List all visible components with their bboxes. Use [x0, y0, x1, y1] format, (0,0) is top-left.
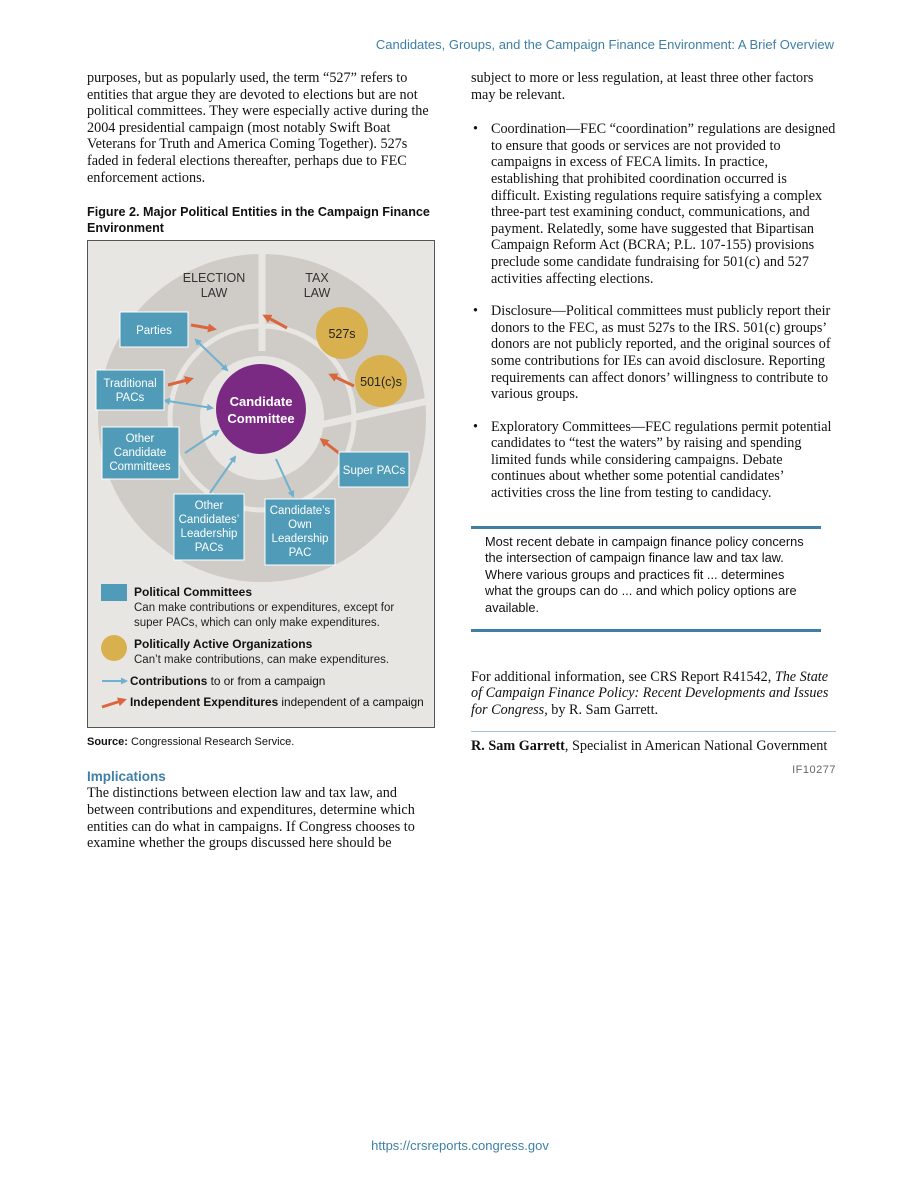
footer-url-link[interactable]: https://crsreports.congress.gov [371, 1138, 549, 1153]
parties-label: Parties [136, 325, 172, 338]
candidate-committee-circle [216, 364, 306, 454]
own-leadership-label-3: Leadership [271, 533, 329, 546]
legend-committee-swatch [101, 584, 127, 601]
implications-paragraph: The distinctions between election law and tax law, and between contributions and expenditures, determine which entities can do what in campaigns. If Congress chooses to examine whether the groups discussed here should be [87, 785, 415, 852]
additional-info-pre: For additional information, see CRS Report R41542, [471, 668, 775, 685]
527s-label: 527s [328, 327, 356, 342]
legend-ie-bold: Independent Expenditures [130, 695, 279, 710]
author-role: , Specialist in American National Government [564, 738, 828, 755]
own-leadership-label-1: Candidate’s [269, 505, 331, 518]
other-committees-label-1: Other [125, 433, 155, 446]
additional-info-post: , by R. Sam Garrett. [544, 701, 659, 718]
501c-label: 501(c)s [360, 375, 402, 390]
intro-paragraph: purposes, but as popularly used, the term “527” refers to entities that argue they are devoted to elections but are not political committees. They were especially active during the 2004 presidential campaign (most notably Swift Boat Veterans for Truth and America Coming Together). 527s faded in federal elections thereafter, perhaps due to FEC enforcement actions. [87, 70, 429, 186]
list-item-exploratory-committees: • Exploratory Committees—FEC regulations permit potential candidates to “test the waters” by raising and spending limited funds while considering campaigns. Debate continues about whether some potential candidates’ activities cross the line from testing to candidacy. [471, 419, 836, 502]
other-leadership-label-2: Candidates’ [178, 514, 240, 527]
traditional-pacs-label-1: Traditional [103, 378, 157, 391]
tax-law-label-2: LAW [303, 286, 331, 301]
legend-contrib-rest: to or from a campaign [207, 674, 326, 689]
additional-info [471, 669, 836, 719]
other-leadership-label-3: Leadership [180, 528, 238, 541]
other-leadership-label-4: PACs [194, 542, 224, 555]
other-committees-label-3: Committees [109, 461, 171, 474]
author-name: R. Sam Garrett [471, 738, 565, 755]
figure-source [87, 734, 441, 751]
legend-pc-desc-1: Can make contributions or expenditures, except for [134, 602, 395, 615]
legend-contrib-bold: Contributions [130, 674, 208, 689]
other-leadership-label-1: Other [194, 500, 224, 513]
legend-organization-swatch [101, 635, 127, 661]
legend-ie-rest: independent of a campaign [278, 695, 424, 710]
legend-pao-desc: Can’t make contributions, can make expenditures. [134, 654, 390, 667]
legend-pc-desc-2: super PACs, which can only make expenditures. [134, 617, 380, 630]
own-leadership-label-2: Own [288, 519, 312, 532]
running-header: Candidates, Groups, and the Campaign Finance Environment: A Brief Overview [375, 37, 834, 52]
tax-law-label-1: TAX [305, 271, 329, 286]
election-law-label-2: LAW [200, 286, 228, 301]
right-intro-paragraph: subject to more or less regulation, at least three other factors may be relevant. [471, 70, 814, 103]
other-committees-label-2: Candidate [113, 447, 167, 460]
list-item-disclosure: • Disclosure—Political committees must publicly report their donors to the FEC, as must 527s to the IRS. 501(c) groups’ donors are not publicly reported, and the original sources of some contributions for IEs can avoid disclosure. Reporting requirements can affect donors’ willingness to contribute to various groups. [471, 303, 836, 403]
implications-heading: Implications [87, 768, 166, 784]
super-pacs-label: Super PACs [342, 465, 406, 478]
candidate-committee-label-1: Candidate [229, 394, 293, 410]
pull-quote: Most recent debate in campaign finance policy concerns the intersection of campaign finance law and tax law. Where various groups and practices fit ... determines what the groups can do ... and which policy options are available. [471, 526, 821, 632]
list-item-coordination: • Coordination—FEC “coordination” regulations are designed to ensure that goods or services are not provided to campaigns in excess of FECA limits. In practice, establishing that prohibited coordination occurred is difficult. Existing regulations require satisfying a complex three-part test examining conduct, communications, and payment. Relatedly, some have suggested that Bipartisan Campaign Reform Act (BCRA; P.L. 107-155) provisions preclude some candidate fundraising for 501(c) and 527 activities affecting elections. [471, 121, 836, 287]
factors-list [471, 121, 836, 501]
author-divider [471, 731, 836, 732]
election-law-label-1: ELECTION [182, 271, 246, 286]
source-label: Source: [87, 736, 128, 749]
document-id: IF10277 [792, 764, 836, 776]
own-leadership-label-4: PAC [288, 547, 312, 560]
report-title-link[interactable]: The State of Campaign Finance Policy: Recent Developments and Issues for Congress [471, 668, 829, 718]
svg-text:Contributions to or from a cam [130, 674, 325, 688]
campaign-finance-diagram [87, 240, 435, 728]
author-info [471, 738, 836, 755]
candidate-committee-label-2: Committee [227, 411, 295, 427]
svg-text:Independent Expenditures indep [130, 695, 424, 709]
right-column [471, 70, 836, 779]
traditional-pacs-box [96, 370, 164, 410]
traditional-pacs-label-2: PACs [115, 392, 145, 405]
legend-pao-title: Politically Active Organizations [134, 637, 313, 652]
source-text: Congressional Research Service. [127, 736, 295, 749]
legend-pc-title: Political Committees [134, 585, 253, 600]
left-column [87, 70, 441, 852]
figure-title: Figure 2. Major Political Entities in the Campaign Finance Environment [87, 205, 430, 236]
